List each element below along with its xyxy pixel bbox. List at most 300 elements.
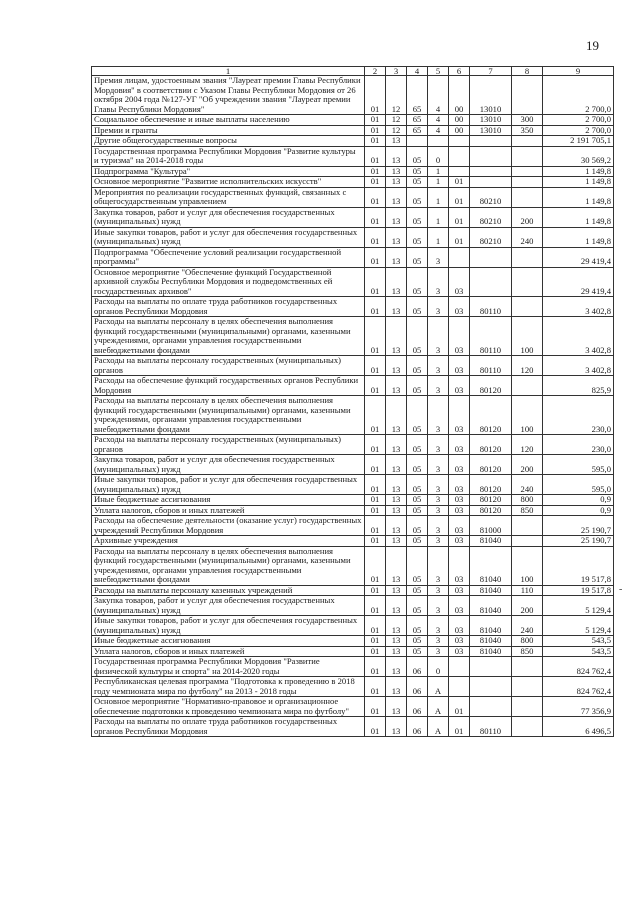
expense-type-code [512, 677, 543, 697]
subsection-code: 13 [386, 166, 407, 177]
section-code: 01 [365, 125, 386, 136]
section-code: 01 [365, 227, 386, 247]
event-code: 01 [449, 717, 470, 737]
amount: 3 402,8 [543, 356, 614, 376]
section-code: 01 [365, 76, 386, 115]
event-code [449, 146, 470, 166]
page-number: 19 [586, 38, 599, 53]
program-code: 06 [407, 717, 428, 737]
table-row [92, 616, 614, 636]
row-name: Иные бюджетные ассигнования [92, 636, 365, 647]
row-name: Подпрограмма "Культура" [92, 166, 365, 177]
subsection-code: 13 [386, 297, 407, 317]
subsection-code: 13 [386, 376, 407, 396]
section-code: 01 [365, 657, 386, 677]
direction-code: 80210 [470, 207, 512, 227]
program-code: 05 [407, 646, 428, 657]
row-name: Расходы на выплаты по оплате труда работников государственных органов Республики Мордовия [92, 297, 365, 317]
event-code: 03 [449, 495, 470, 506]
amount: 5 129,4 [543, 616, 614, 636]
expense-type-code: 100 [512, 396, 543, 435]
table-row [92, 125, 614, 136]
expense-type-code [512, 376, 543, 396]
table-row [92, 435, 614, 455]
event-code: 03 [449, 396, 470, 435]
row-name: Иные закупки товаров, работ и услуг для обеспечения государственных (муниципальных) нужд [92, 616, 365, 636]
subprogram-code: 3 [428, 475, 449, 495]
table-row [92, 646, 614, 657]
column-header: 6 [449, 67, 470, 76]
event-code: 03 [449, 267, 470, 297]
program-code: 06 [407, 697, 428, 717]
column-header: 8 [512, 67, 543, 76]
row-name: Подпрограмма "Обеспечение условий реализации государственной программы" [92, 247, 365, 267]
table-row [92, 227, 614, 247]
table-row [92, 396, 614, 435]
event-code: 01 [449, 207, 470, 227]
subsection-code: 13 [386, 636, 407, 647]
event-code: 03 [449, 596, 470, 616]
row-name: Расходы на выплаты персоналу в целях обеспечения выполнения функций государственными (муниципальными) органами, казенными учреждениями, органами управления государственными внебюджетными фондами [92, 546, 365, 585]
program-code: 05 [407, 177, 428, 188]
subsection-code: 13 [386, 646, 407, 657]
row-name: Основное мероприятие "Обеспечение функций Государственной архивной службы Республики Мордовия и подведомственных ей государственных архивов" [92, 267, 365, 297]
event-code: 03 [449, 435, 470, 455]
table-row [92, 317, 614, 356]
row-name: Расходы на выплаты персоналу в целях обеспечения выполнения функций государственными (муниципальными) органами, казенными учреждениями, органами управления государственными внебюджетными фондами [92, 317, 365, 356]
column-header: 9 [543, 67, 614, 76]
direction-code [470, 697, 512, 717]
table-row [92, 376, 614, 396]
amount: 824 762,4 [543, 657, 614, 677]
direction-code: 81040 [470, 636, 512, 647]
subsection-code: 13 [386, 516, 407, 536]
amount: 0,9 [543, 495, 614, 506]
event-code: 03 [449, 317, 470, 356]
section-code: 01 [365, 297, 386, 317]
subprogram-code: 3 [428, 495, 449, 506]
column-header: 7 [470, 67, 512, 76]
program-code: 65 [407, 76, 428, 115]
amount: 0,9 [543, 505, 614, 516]
subsection-code: 12 [386, 125, 407, 136]
event-code: 03 [449, 546, 470, 585]
table-row [92, 657, 614, 677]
direction-code: 81040 [470, 616, 512, 636]
subprogram-code: 3 [428, 636, 449, 647]
program-code [407, 136, 428, 147]
section-code: 01 [365, 247, 386, 267]
section-code: 01 [365, 455, 386, 475]
event-code [449, 166, 470, 177]
row-name: Основное мероприятие "Нормативно-правовое и организационное обеспечение подготовки к проведению чемпионата мира по футболу" [92, 697, 365, 717]
subprogram-code: 3 [428, 585, 449, 596]
subprogram-code: 4 [428, 125, 449, 136]
amount: 595,0 [543, 455, 614, 475]
amount: 19 517,8 [543, 546, 614, 585]
table-row [92, 697, 614, 717]
section-code: 01 [365, 376, 386, 396]
section-code: 01 [365, 115, 386, 126]
section-code: 01 [365, 495, 386, 506]
amount: 1 149,8 [543, 166, 614, 177]
amount: 824 762,4 [543, 677, 614, 697]
table-row [92, 475, 614, 495]
subsection-code: 13 [386, 317, 407, 356]
amount: 77 356,9 [543, 697, 614, 717]
row-name: Премия лицам, удостоенным звания "Лауреат премии Главы Республики Мордовия" в соответствии с Указом Главы Республики Мордовия от 26 октября 2004 года №127-УГ "Об учреждении звания "Лауреат премии Главы Республики Мордовия" [92, 76, 365, 115]
event-code: 03 [449, 636, 470, 647]
column-header: 3 [386, 67, 407, 76]
direction-code: 13010 [470, 115, 512, 126]
row-name: Иные закупки товаров, работ и услуг для обеспечения государственных (муниципальных) нужд [92, 227, 365, 247]
expense-type-code [512, 697, 543, 717]
program-code: 05 [407, 546, 428, 585]
program-code: 05 [407, 495, 428, 506]
direction-code [470, 166, 512, 177]
subsection-code: 13 [386, 536, 407, 547]
subsection-code: 13 [386, 546, 407, 585]
row-name: Закупка товаров, работ и услуг для обеспечения государственных (муниципальных) нужд [92, 455, 365, 475]
subsection-code: 13 [386, 596, 407, 616]
subprogram-code: 3 [428, 596, 449, 616]
event-code: 03 [449, 475, 470, 495]
subsection-code: 13 [386, 505, 407, 516]
amount: 1 149,8 [543, 187, 614, 207]
amount: 1 149,8 [543, 207, 614, 227]
subsection-code: 13 [386, 495, 407, 506]
table-row [92, 166, 614, 177]
section-code: 01 [365, 207, 386, 227]
subsection-code: 13 [386, 585, 407, 596]
subsection-code: 13 [386, 247, 407, 267]
direction-code: 80120 [470, 475, 512, 495]
expense-type-code: 200 [512, 596, 543, 616]
section-code: 01 [365, 585, 386, 596]
event-code: 03 [449, 376, 470, 396]
expense-type-code: 850 [512, 505, 543, 516]
subprogram-code: 1 [428, 187, 449, 207]
expense-type-code [512, 166, 543, 177]
direction-code: 80120 [470, 376, 512, 396]
section-code: 01 [365, 475, 386, 495]
section-code: 01 [365, 396, 386, 435]
section-code: 01 [365, 697, 386, 717]
direction-code: 81000 [470, 516, 512, 536]
section-code: 01 [365, 166, 386, 177]
amount: 3 402,8 [543, 317, 614, 356]
event-code: 00 [449, 76, 470, 115]
event-code [449, 136, 470, 147]
budget-table [91, 66, 614, 737]
expense-type-code [512, 536, 543, 547]
table-row [92, 207, 614, 227]
program-code: 05 [407, 475, 428, 495]
expense-type-code: 120 [512, 435, 543, 455]
subsection-code: 13 [386, 677, 407, 697]
row-name: Социальное обеспечение и иные выплаты населению [92, 115, 365, 126]
program-code: 05 [407, 455, 428, 475]
expense-type-code: 850 [512, 646, 543, 657]
subprogram-code: А [428, 697, 449, 717]
program-code: 05 [407, 247, 428, 267]
program-code: 05 [407, 297, 428, 317]
table-row [92, 505, 614, 516]
table-row [92, 247, 614, 267]
row-name: Основное мероприятие "Развитие исполнительских искусств" [92, 177, 365, 188]
subsection-code: 13 [386, 356, 407, 376]
subprogram-code: 3 [428, 546, 449, 585]
row-name: Архивные учреждения [92, 536, 365, 547]
section-code: 01 [365, 505, 386, 516]
subprogram-code [428, 136, 449, 147]
amount: 2 191 705,1 [543, 136, 614, 147]
program-code: 05 [407, 166, 428, 177]
expense-type-code [512, 146, 543, 166]
row-name: Закупка товаров, работ и услуг для обеспечения государственных (муниципальных) нужд [92, 596, 365, 616]
program-code: 05 [407, 187, 428, 207]
event-code: 03 [449, 455, 470, 475]
column-header: 4 [407, 67, 428, 76]
direction-code: 80120 [470, 505, 512, 516]
subprogram-code: 3 [428, 396, 449, 435]
row-name: Государственная программа Республики Мордовия "Развитие физической культуры и спорта" на 2014-2020 годы [92, 657, 365, 677]
row-name: Иные закупки товаров, работ и услуг для обеспечения государственных (муниципальных) нужд [92, 475, 365, 495]
amount: 2 700,0 [543, 115, 614, 126]
row-name: Расходы на выплаты персоналу государственных (муниципальных) органов [92, 356, 365, 376]
expense-type-code: 350 [512, 125, 543, 136]
table-row [92, 536, 614, 547]
subsection-code: 12 [386, 115, 407, 126]
table-body [92, 76, 614, 737]
section-code: 01 [365, 536, 386, 547]
program-code: 05 [407, 636, 428, 647]
amount: 230,0 [543, 435, 614, 455]
row-name: Мероприятия по реализации государственных функций, связанных с общегосударственным управлением [92, 187, 365, 207]
direction-code [470, 146, 512, 166]
program-code: 05 [407, 585, 428, 596]
amount: 19 517,8 [543, 585, 614, 596]
event-code: 03 [449, 646, 470, 657]
event-code: 03 [449, 505, 470, 516]
expense-type-code: 200 [512, 207, 543, 227]
row-name: Расходы на обеспечение функций государственных органов Республики Мордовия [92, 376, 365, 396]
expense-type-code [512, 657, 543, 677]
direction-code: 81040 [470, 585, 512, 596]
section-code: 01 [365, 177, 386, 188]
table-row [92, 136, 614, 147]
event-code: 00 [449, 115, 470, 126]
subsection-code: 13 [386, 187, 407, 207]
amount: 543,5 [543, 636, 614, 647]
direction-code [470, 136, 512, 147]
section-code: 01 [365, 356, 386, 376]
direction-code [470, 677, 512, 697]
subprogram-code: 1 [428, 227, 449, 247]
expense-type-code: 300 [512, 115, 543, 126]
table-row [92, 677, 614, 697]
row-name: Республиканская целевая программа "Подготовка к проведению в 2018 году чемпионата мира по футболу" на 2013 - 2018 годы [92, 677, 365, 697]
row-name: Расходы на выплаты по оплате труда работников государственных органов Республики Мордовия [92, 717, 365, 737]
program-code: 65 [407, 125, 428, 136]
subsection-code: 13 [386, 177, 407, 188]
subprogram-code: 3 [428, 455, 449, 475]
section-code: 01 [365, 596, 386, 616]
event-code: 03 [449, 516, 470, 536]
amount: 25 190,7 [543, 516, 614, 536]
amount: 543,5 [543, 646, 614, 657]
table-row [92, 585, 614, 596]
row-name: Уплата налогов, сборов и иных платежей [92, 646, 365, 657]
subsection-code: 13 [386, 267, 407, 297]
direction-code: 81040 [470, 646, 512, 657]
direction-code [470, 267, 512, 297]
subprogram-code: 3 [428, 646, 449, 657]
column-header: 1 [92, 67, 365, 76]
amount: 25 190,7 [543, 536, 614, 547]
table-row [92, 146, 614, 166]
row-name: Государственная программа Республики Мордовия "Развитие культуры и туризма" на 2014-2018 годы [92, 146, 365, 166]
subsection-code: 13 [386, 227, 407, 247]
amount: 825,9 [543, 376, 614, 396]
subprogram-code: 0 [428, 657, 449, 677]
subprogram-code: 3 [428, 376, 449, 396]
section-code: 01 [365, 136, 386, 147]
event-code: 03 [449, 297, 470, 317]
direction-code: 80120 [470, 435, 512, 455]
event-code: 03 [449, 585, 470, 596]
subprogram-code: 3 [428, 516, 449, 536]
amount: 29 419,4 [543, 247, 614, 267]
subprogram-code: 1 [428, 166, 449, 177]
direction-code: 80110 [470, 356, 512, 376]
subsection-code: 13 [386, 146, 407, 166]
expense-type-code: 240 [512, 475, 543, 495]
table-row [92, 717, 614, 737]
table-row [92, 356, 614, 376]
section-code: 01 [365, 646, 386, 657]
event-code [449, 677, 470, 697]
subprogram-code: 3 [428, 317, 449, 356]
expense-type-code: 800 [512, 495, 543, 506]
event-code: 03 [449, 616, 470, 636]
subsection-code: 13 [386, 136, 407, 147]
subsection-code: 12 [386, 76, 407, 115]
event-code: 01 [449, 187, 470, 207]
expense-type-code: 120 [512, 356, 543, 376]
section-code: 01 [365, 546, 386, 585]
expense-type-code: 800 [512, 636, 543, 647]
expense-type-code [512, 516, 543, 536]
row-name: Расходы на выплаты персоналу государственных (муниципальных) органов [92, 435, 365, 455]
section-code: 01 [365, 187, 386, 207]
column-header: 2 [365, 67, 386, 76]
program-code: 05 [407, 376, 428, 396]
amount: 3 402,8 [543, 297, 614, 317]
amount: 30 569,2 [543, 146, 614, 166]
subprogram-code: 4 [428, 115, 449, 126]
program-code: 05 [407, 317, 428, 356]
subprogram-code: 1 [428, 207, 449, 227]
direction-code: 80110 [470, 317, 512, 356]
subsection-code: 13 [386, 697, 407, 717]
row-name: Другие общегосударственные вопросы [92, 136, 365, 147]
expense-type-code [512, 136, 543, 147]
amount: 595,0 [543, 475, 614, 495]
subsection-code: 13 [386, 616, 407, 636]
subprogram-code: 3 [428, 435, 449, 455]
table-row [92, 115, 614, 126]
section-code: 01 [365, 616, 386, 636]
amount: 6 496,5 [543, 717, 614, 737]
event-code: 03 [449, 356, 470, 376]
subprogram-code: 3 [428, 616, 449, 636]
expense-type-code: 240 [512, 227, 543, 247]
subprogram-code: А [428, 717, 449, 737]
row-name: Закупка товаров, работ и услуг для обеспечения государственных (муниципальных) нужд [92, 207, 365, 227]
table-header-row [92, 67, 614, 76]
event-code [449, 247, 470, 267]
table-row [92, 267, 614, 297]
amount: 1 149,8 [543, 227, 614, 247]
table-row [92, 636, 614, 647]
margin-mark: - [619, 584, 623, 595]
subprogram-code: 3 [428, 505, 449, 516]
table-row [92, 76, 614, 115]
section-code: 01 [365, 636, 386, 647]
section-code: 01 [365, 717, 386, 737]
expense-type-code: 110 [512, 585, 543, 596]
expense-type-code [512, 297, 543, 317]
row-name: Расходы на выплаты персоналу в целях обеспечения выполнения функций государственными (муниципальными) органами, казенными учреждениями, органами управления государственными внебюджетными фондами [92, 396, 365, 435]
direction-code: 81040 [470, 536, 512, 547]
event-code: 00 [449, 125, 470, 136]
subsection-code: 13 [386, 657, 407, 677]
program-code: 65 [407, 115, 428, 126]
section-code: 01 [365, 146, 386, 166]
subsection-code: 13 [386, 396, 407, 435]
direction-code: 81040 [470, 596, 512, 616]
program-code: 05 [407, 146, 428, 166]
table-row [92, 516, 614, 536]
row-name: Иные бюджетные ассигнования [92, 495, 365, 506]
direction-code [470, 177, 512, 188]
direction-code: 13010 [470, 76, 512, 115]
expense-type-code [512, 76, 543, 115]
direction-code: 80210 [470, 187, 512, 207]
expense-type-code: 240 [512, 616, 543, 636]
amount: 2 700,0 [543, 76, 614, 115]
expense-type-code: 100 [512, 317, 543, 356]
program-code: 06 [407, 657, 428, 677]
amount: 29 419,4 [543, 267, 614, 297]
subsection-code: 13 [386, 455, 407, 475]
direction-code: 80210 [470, 227, 512, 247]
direction-code: 80120 [470, 495, 512, 506]
program-code: 05 [407, 396, 428, 435]
row-name: Уплата налогов, сборов и иных платежей [92, 505, 365, 516]
expense-type-code [512, 247, 543, 267]
subprogram-code: 3 [428, 247, 449, 267]
row-name: Премии и гранты [92, 125, 365, 136]
program-code: 05 [407, 435, 428, 455]
table-row [92, 546, 614, 585]
event-code: 01 [449, 177, 470, 188]
program-code: 05 [407, 207, 428, 227]
event-code: 03 [449, 536, 470, 547]
direction-code: 81040 [470, 546, 512, 585]
expense-type-code [512, 267, 543, 297]
